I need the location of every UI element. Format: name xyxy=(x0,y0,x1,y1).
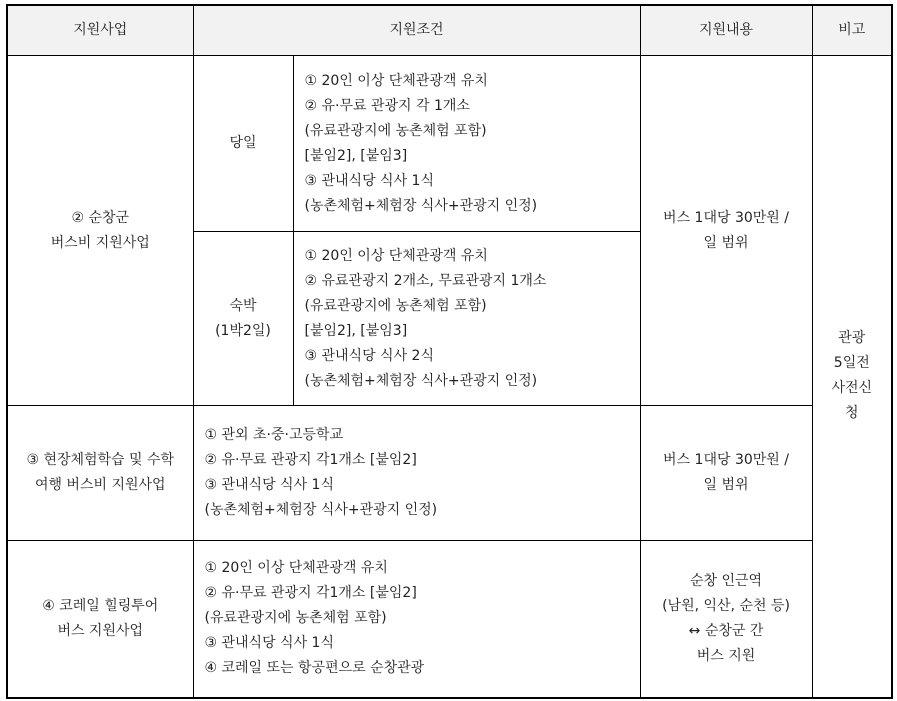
condition-line: ① 관외 초·중·고등학교 xyxy=(204,427,344,443)
program-line: ② 순창군 xyxy=(71,209,130,226)
program-cell-korail xyxy=(7,541,193,698)
table-row xyxy=(7,56,892,232)
condition-line: ③ 관내식당 식사 1식 xyxy=(304,172,434,189)
condition-cell-stay xyxy=(293,232,640,406)
table-row xyxy=(7,406,892,541)
type-line: 숙박 xyxy=(229,297,257,314)
content-line: 일 범위 xyxy=(703,477,749,493)
program-line: ③ 현장체험학습 및 수학 xyxy=(26,452,175,468)
note-line: 청 xyxy=(845,405,859,422)
content-cell-field xyxy=(640,406,812,541)
condition-line: ③ 관내식당 식사 1식 xyxy=(204,477,334,493)
content-cell-korail xyxy=(640,541,812,698)
condition-line: ② 유·무료 관광지 각1개소 [붙임2] xyxy=(204,585,417,602)
condition-line: [붙임2], [붙임3] xyxy=(304,322,408,339)
condition-cell-korail xyxy=(193,541,640,698)
condition-line: (농촌체험+체험장 식사+관광지 인정) xyxy=(304,372,538,389)
program-line: 버스 지원사업 xyxy=(57,622,144,639)
condition-line: ③ 관내식당 식사 1식 xyxy=(204,635,334,652)
content-cell-sunchang xyxy=(640,56,812,406)
type-cell-stay xyxy=(193,232,293,406)
content-line: 버스 1대당 30만원 / xyxy=(663,452,789,468)
program-cell-sunchang xyxy=(7,56,193,406)
header-row xyxy=(7,5,892,56)
condition-cell-field xyxy=(193,406,640,541)
header-program: 지원사업 xyxy=(7,5,193,56)
header-content: 지원내용 xyxy=(640,5,812,56)
condition-line: ② 유·무료 관광지 각 1개소 xyxy=(304,97,470,114)
type-cell-day xyxy=(193,56,293,232)
content-line: 순창 인근역 xyxy=(689,572,763,589)
header-note: 비고 xyxy=(812,5,892,56)
condition-line: ① 20인 이상 단체관광객 유치 xyxy=(304,72,488,89)
program-line: ④ 코레일 힐링투어 xyxy=(42,597,159,614)
condition-line: (농촌체험+체험장 식사+관광지 인정) xyxy=(204,502,438,518)
header-condition: 지원조건 xyxy=(193,5,640,56)
type-line: 당일 xyxy=(229,135,257,151)
program-cell-field xyxy=(7,406,193,541)
condition-line: ① 20인 이상 단체관광객 유치 xyxy=(204,560,388,577)
condition-line: (유료관광지에 농촌체험 포함) xyxy=(204,610,387,627)
content-line: ↔ 순창군 간 xyxy=(688,622,764,639)
table-row xyxy=(7,541,892,698)
condition-line: ④ 코레일 또는 항공편으로 순창관광 xyxy=(204,660,425,677)
note-line: 5일전 xyxy=(833,355,870,372)
condition-line: (유료관광지에 농촌체험 포함) xyxy=(304,122,487,139)
condition-line: ② 유·무료 관광지 각1개소 [붙임2] xyxy=(204,452,417,468)
note-cell xyxy=(812,56,892,698)
note-line: 사전신 xyxy=(831,380,873,397)
content-line: 버스 1대당 30만원 / xyxy=(663,209,789,226)
content-line: 버스 지원 xyxy=(696,647,756,664)
content-line: (남원, 익산, 순천 등) xyxy=(662,597,790,614)
condition-line: ① 20인 이상 단체관광객 유치 xyxy=(304,247,488,264)
condition-line: ② 유료관광지 2개소, 무료관광지 1개소 xyxy=(304,272,547,289)
support-program-table xyxy=(6,4,893,699)
program-line: 버스비 지원사업 xyxy=(50,234,150,251)
condition-line: [붙임2], [붙임3] xyxy=(304,147,408,164)
program-line: 여행 버스비 지원사업 xyxy=(34,477,166,493)
condition-line: (농촌체험+체험장 식사+관광지 인정) xyxy=(304,197,538,214)
condition-line: (유료관광지에 농촌체험 포함) xyxy=(304,297,487,314)
content-line: 일 범위 xyxy=(703,234,749,251)
condition-cell-day xyxy=(293,56,640,232)
condition-line: ③ 관내식당 식사 2식 xyxy=(304,347,434,364)
type-line: (1박2일) xyxy=(215,322,271,339)
note-line: 관광 xyxy=(838,330,866,347)
